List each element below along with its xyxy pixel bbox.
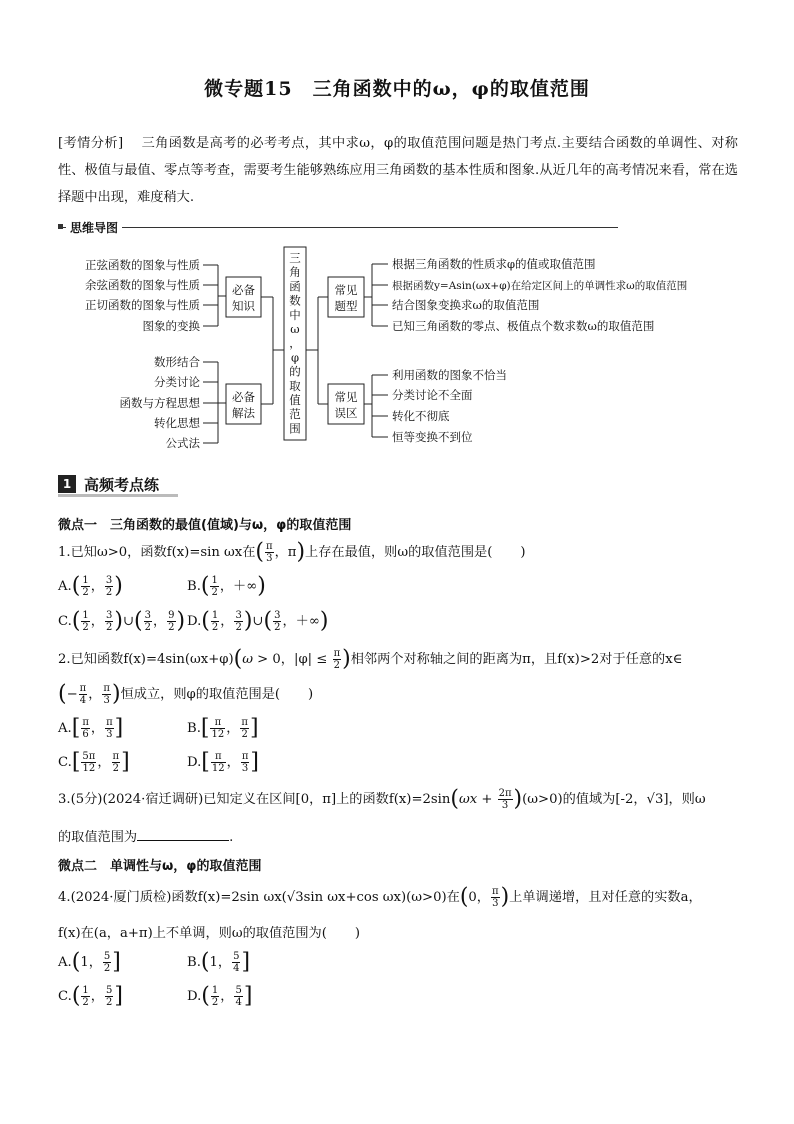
box-types-line: 常见 xyxy=(334,283,358,297)
center-title-char: 范 xyxy=(289,407,301,422)
q1-stem-2: 上存在最值，则ω的取值范围是( xyxy=(305,545,493,560)
right-top-item: 根据函数y=Asin(ωx+φ)在给定区间上的单调性求ω的取值范围 xyxy=(392,280,688,292)
option-letter: A. xyxy=(58,721,72,736)
option-letter: C. xyxy=(58,989,72,1004)
q1-option-c[interactable]: C.( $\frac{1}{2}$ ， $\frac{3}{2}$ )∪( $\frac{3}{2}$ ， $\frac{9}{2}$ ) xyxy=(58,608,186,634)
option-letter: B. xyxy=(187,955,201,970)
right-bottom-item: 利用函数的图象不恰当 xyxy=(392,368,507,382)
section-title: 高频考点练 xyxy=(84,476,160,494)
question-2-cont: (− $\frac{\pi}{4}$ ， $\frac{\pi}{3}$ )恒成立，则φ的取值范围是( ) xyxy=(58,681,314,707)
q1-stem: 1.已知ω>0，函数f(x)=sin ωx在 xyxy=(58,545,256,560)
analysis-paragraph xyxy=(58,130,738,211)
question-4: 4.(2024·厦门质检)函数f(x)=2sin ωx(√3sin ωx+cos ωx)(ω>0)在(0， $\frac{\pi}{3}$ )上单调递增，且对任意的实数a， xyxy=(58,884,702,910)
q2-stem: 2.已知函数f(x)=4sin(ωx+φ) xyxy=(58,652,234,667)
left-top-item: 图象的变换 xyxy=(142,319,200,333)
q2-option-d[interactable]: D.[ $\frac{\pi}{12}$ ， $\frac{\pi}{3}$ ] xyxy=(187,749,259,775)
q1-option-a[interactable]: A.( $\frac{1}{2}$ ， $\frac{3}{2}$ ) xyxy=(58,573,123,599)
question-3-cont xyxy=(58,826,233,845)
box-mistakes-line: 常见 xyxy=(334,390,358,404)
option-letter: B. xyxy=(187,721,201,736)
center-title-char: 数 xyxy=(289,293,301,308)
center-title-char: φ xyxy=(290,350,300,365)
bullet-square-icon xyxy=(58,224,63,229)
center-title-char: 三 xyxy=(289,251,301,265)
center-title-char: 围 xyxy=(289,421,301,436)
subsection-title-2: 微点二 单调性与ω，φ的取值范围 xyxy=(58,859,262,874)
q4-stem-2: 上单调递增，且对任意的实数a， xyxy=(509,890,702,905)
divider xyxy=(58,227,618,228)
left-top-item: 正切函数的图象与性质 xyxy=(85,298,200,312)
q2-paren: ) xyxy=(308,687,314,702)
left-bottom-item: 数形结合 xyxy=(154,355,200,369)
subsection-title-1: 微点一 三角函数的最值(值域)与ω，φ的取值范围 xyxy=(58,518,352,533)
center-title-char: 取 xyxy=(289,378,301,393)
option-letter: A. xyxy=(58,955,72,970)
box-knowledge-line: 必备 xyxy=(232,283,255,297)
left-top-item: 余弦函数的图象与性质 xyxy=(85,278,200,292)
q2-stem-2: 相邻两个对称轴之间的距离为π，且f(x)>2对于任意的x∈ xyxy=(350,652,683,667)
q4-option-c[interactable]: C.( $\frac{1}{2}$ ， $\frac{5}{2}$ ] xyxy=(58,983,123,1009)
q2-option-a[interactable]: A.[ $\frac{\pi}{6}$ ， $\frac{\pi}{3}$ ] xyxy=(58,715,124,741)
q3-period: . xyxy=(229,830,234,845)
center-title-char: 值 xyxy=(289,393,301,407)
q3-stem-2: (ω>0)的值域为[-2，√3]，则ω xyxy=(522,792,706,807)
mindmap-header xyxy=(58,219,618,237)
left-bottom-item: 转化思想 xyxy=(154,416,200,430)
right-bottom-item: 转化不彻底 xyxy=(392,409,450,423)
option-letter: D. xyxy=(187,755,202,770)
box-mistakes-line: 误区 xyxy=(334,406,358,420)
left-bottom-item: 分类讨论 xyxy=(154,375,200,389)
answer-blank[interactable] xyxy=(137,827,229,841)
right-top-item: 根据三角函数的性质求φ的值或取值范围 xyxy=(392,257,596,271)
box-types-line: 题型 xyxy=(334,299,358,313)
option-letter: C. xyxy=(58,755,72,770)
right-top-item: 已知三角函数的零点、极值点个数求数ω的取值范围 xyxy=(392,319,655,333)
right-bottom-item: 分类讨论不全面 xyxy=(392,388,473,402)
question-1: 1.已知ω>0，函数f(x)=sin ωx在( $\frac{\pi}{3}$ ，π)上存在最值，则ω的取值范围是( ) xyxy=(58,539,526,565)
option-letter: C. xyxy=(58,614,72,629)
option-letter: A. xyxy=(58,579,72,594)
right-bottom-item: 恒等变换不到位 xyxy=(392,430,473,444)
box-method-line: 必备 xyxy=(232,390,255,404)
center-title-char: ω xyxy=(290,322,300,336)
center-title-char: 角 xyxy=(289,265,301,280)
section-badge: 1 xyxy=(58,475,76,493)
box-method-line: 解法 xyxy=(232,406,255,420)
q3-stem-3: 的取值范围为 xyxy=(58,830,138,845)
section-underline xyxy=(58,494,178,497)
mindmap-header-label: 思维导图 xyxy=(66,219,122,236)
box-knowledge-line: 知识 xyxy=(232,299,255,313)
analysis-text: 三角函数是高考的必考考点，其中求ω，φ的取值范围问题是热门考点.主要结合函数的单调性、对称性、极值与最值、零点等考查，需要考生能够熟练应用三角函数的基本性质和图象.从近几年的高考情况来看，常在选择题中出现，难度稍大. xyxy=(58,136,738,205)
q3-stem: 3.(5分)(2024·宿迁调研)已知定义在区间[0，π]上的函数f(x)=2sin xyxy=(58,792,451,807)
q2-stem-3: 恒成立，则φ的取值范围是( xyxy=(120,687,281,702)
q4-option-d[interactable]: D.( $\frac{1}{2}$ ， $\frac{5}{4}$ ] xyxy=(187,983,253,1009)
q1-option-b[interactable]: B.( $\frac{1}{2}$ ，＋∞) xyxy=(187,573,266,599)
question-3: 3.(5分)(2024·宿迁调研)已知定义在区间[0，π]上的函数f(x)=2sin(ωx + $\frac{2\pi}{3}$ )(ω>0)的值域为[-2，√3]，则ω xyxy=(58,786,706,812)
q2-option-c[interactable]: C.[ $\frac{5\pi}{12}$ ， $\frac{\pi}{2}$ ] xyxy=(58,749,130,775)
left-bottom-item: 函数与方程思想 xyxy=(119,396,200,410)
left-bottom-item: 公式法 xyxy=(165,436,200,450)
center-title-char: 的 xyxy=(289,364,301,379)
option-letter: B. xyxy=(187,579,201,594)
question-2: 2.已知函数f(x)=4sin(ωx+φ)(ω > 0，|φ| ≤ $\frac{\pi}{2}$ )相邻两个对称轴之间的距离为π，且f(x)>2对于任意的x∈ xyxy=(58,646,683,672)
center-title-char: ， xyxy=(289,336,301,351)
q4-stem: 4.(2024·厦门质检)函数f(x)=2sin ωx(√3sin ωx+cos ωx)(ω>0)在 xyxy=(58,890,460,905)
right-top-item: 结合图象变换求ω的取值范围 xyxy=(392,298,540,312)
analysis-label: [考情分析] xyxy=(58,136,124,151)
center-title-char: 中 xyxy=(289,307,301,322)
center-title-char: 函 xyxy=(289,279,301,294)
q4-stem-3: f(x)在(a，a+π)上不单调，则ω的取值范围为( xyxy=(58,926,327,941)
question-4-cont xyxy=(58,922,360,941)
q4-option-b[interactable]: B.(1， $\frac{5}{4}$ ] xyxy=(187,949,251,975)
q4-option-a[interactable]: A.(1， $\frac{5}{2}$ ] xyxy=(58,949,121,975)
section-header xyxy=(58,473,178,495)
left-top-item: 正弦函数的图象与性质 xyxy=(85,258,200,272)
page-title: 微专题15 三角函数中的ω，φ的取值范围 xyxy=(204,78,590,100)
option-letter: D. xyxy=(187,614,202,629)
q4-paren: ) xyxy=(354,926,361,941)
q1-option-d[interactable]: D.( $\frac{1}{2}$ ， $\frac{3}{2}$ )∪( $\frac{3}{2}$ ，＋∞) xyxy=(187,608,329,634)
q2-option-b[interactable]: B.[ $\frac{\pi}{12}$ ， $\frac{\pi}{2}$ ] xyxy=(187,715,259,741)
q1-paren: ) xyxy=(520,545,526,560)
option-letter: D. xyxy=(187,989,202,1004)
